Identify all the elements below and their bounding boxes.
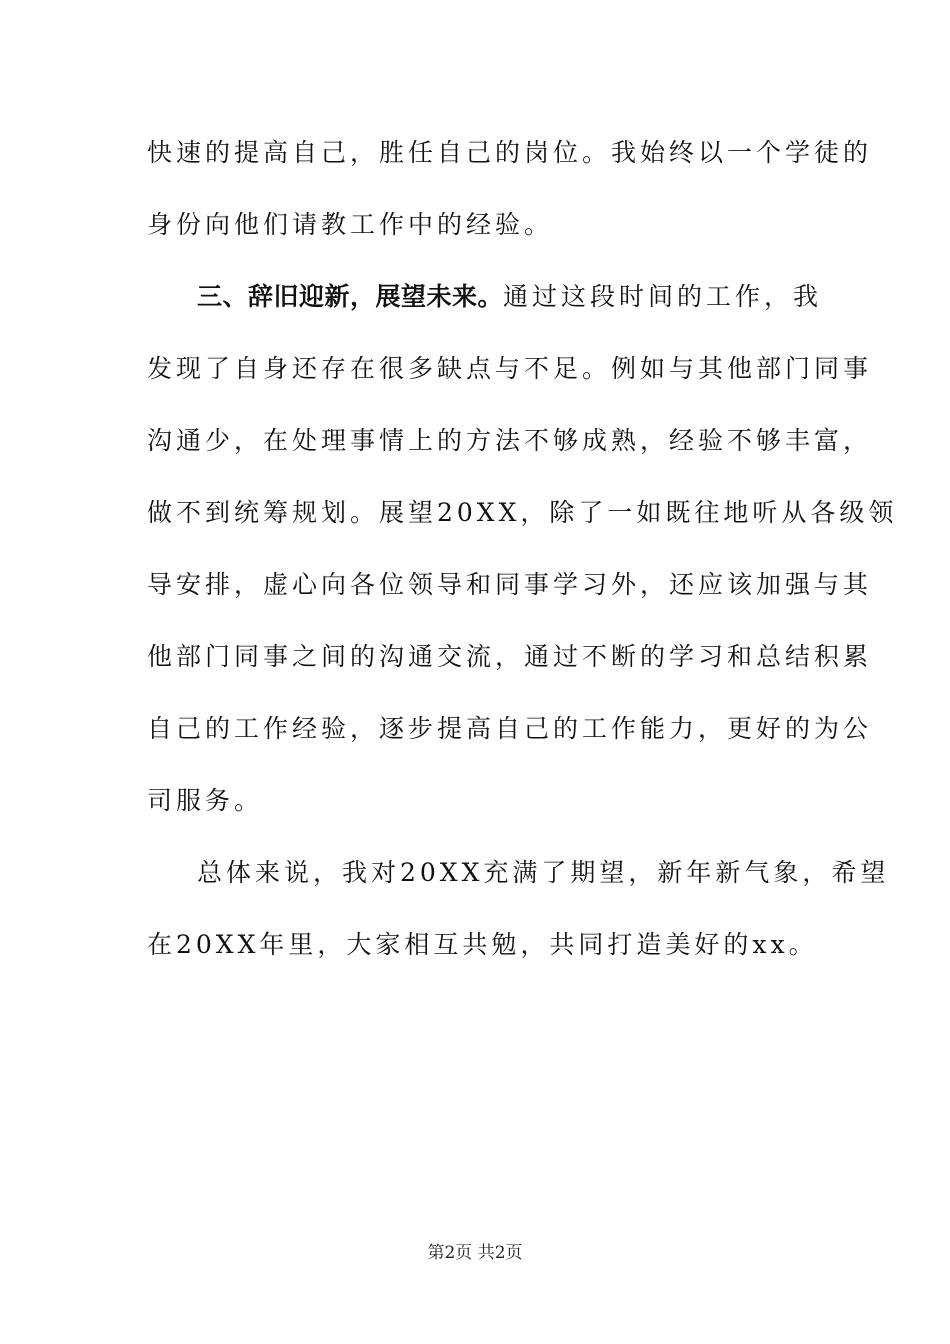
body-line: 他部门同事之间的沟通交流，通过不断的学习和总结积累 [147,642,873,671]
body-line: 导安排，虚心向各位领导和同事学习外，还应该加强与其 [147,570,873,599]
section-3-heading: 三、辞旧迎新，展望未来。 [197,282,504,311]
body-line: 司服务。 [147,786,264,815]
body-line: 沟通少，在处理事情上的方法不够成熟，经验不够丰富， [147,426,873,455]
body-line: 身份向他们请教工作中的经验。 [147,210,554,239]
body-line: 在20XX年里，大家相互共勉，共同打造美好的xx。 [147,930,818,959]
section-3-first-line [197,281,823,313]
section-3-text: 通过这段时间的工作，我 [503,282,823,311]
body-line: 自己的工作经验，逐步提高自己的工作能力，更好的为公 [147,714,873,743]
conclusion-first-line: 总体来说，我对20XX充满了期望，新年新气象，希望 [197,858,890,887]
body-line: 发现了自身还存在很多缺点与不足。例如与其他部门同事 [147,354,873,383]
body-line: 做不到统筹规划。展望20XX，除了一如既往地听从各级领 [147,498,898,527]
body-line: 快速的提高自己，胜任自己的岗位。我始终以一个学徒的 [147,138,873,167]
page-number-footer: 第2页 共2页 [427,1243,523,1263]
